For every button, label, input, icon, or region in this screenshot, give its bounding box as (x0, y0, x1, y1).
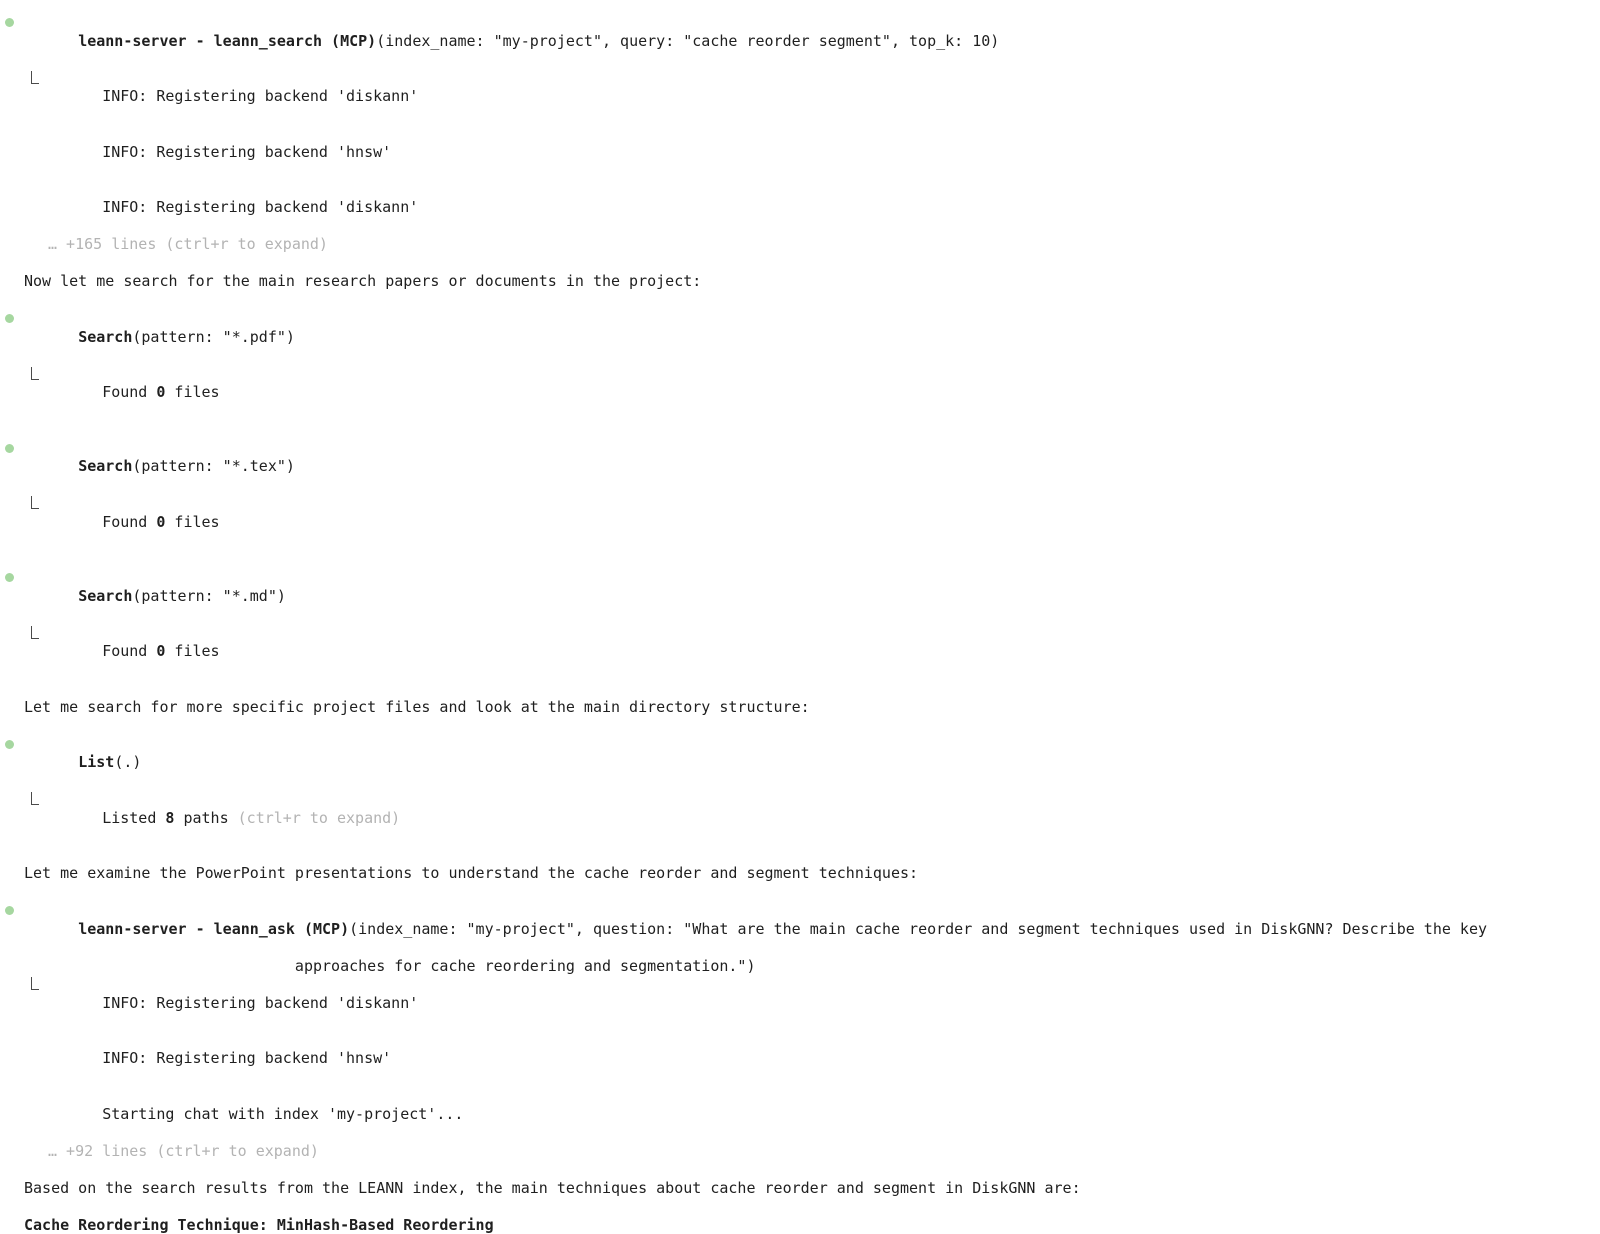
tool-status-icon (5, 740, 14, 749)
collapsed-lines-hint: … +92 lines (ctrl+r to expand) (0, 1142, 1600, 1161)
collapsed-lines-hint: … +165 lines (ctrl+r to expand) (0, 235, 1600, 254)
tool-status-icon (5, 573, 14, 582)
tool-call-title-line (0, 309, 1600, 365)
output-connector-icon (31, 496, 39, 509)
output-text: INFO: Registering backend 'diskann' (102, 87, 418, 105)
output-connector-icon (31, 792, 39, 805)
section-heading: Cache Reordering Technique: MinHash-Based Reordering (0, 1216, 1600, 1234)
tool-call-list (0, 735, 1600, 846)
tool-args: (index_name: "my-project", question: "What are the main cache reorder and segment techniques used in DiskGNN? Describe the key (349, 920, 1487, 938)
output-connector-icon (31, 367, 39, 380)
result-text: Found (102, 513, 156, 531)
tool-result-line (0, 624, 1600, 680)
output-connector-icon (31, 626, 39, 639)
result-text: paths (174, 809, 237, 827)
tool-status-icon (5, 444, 14, 453)
tool-call-search-tex (0, 439, 1600, 550)
result-count: 0 (156, 513, 165, 531)
tool-args: (pattern: "*.md") (132, 587, 286, 605)
tool-args: (pattern: "*.pdf") (132, 328, 295, 346)
tool-output-line (0, 180, 1600, 236)
result-text: Listed (102, 809, 165, 827)
tool-result-line (0, 790, 1600, 846)
result-count: 0 (156, 383, 165, 401)
tool-call-title-line (0, 901, 1600, 957)
output-text: INFO: Registering backend 'hnsw' (102, 1049, 391, 1067)
tool-call-title-line (0, 568, 1600, 624)
tool-call-leann-search (0, 13, 1600, 254)
tool-name: leann-server - leann_search (MCP) (78, 32, 376, 50)
output-text: INFO: Registering backend 'diskann' (102, 994, 418, 1012)
tool-name: Search (78, 328, 132, 346)
tool-result-line (0, 365, 1600, 421)
tool-call-leann-ask (0, 901, 1600, 1160)
output-text: Starting chat with index 'my-project'... (102, 1105, 463, 1123)
tool-output-line (0, 69, 1600, 125)
tool-result-line (0, 494, 1600, 550)
result-text: files (165, 513, 219, 531)
result-text: files (165, 642, 219, 660)
tool-status-icon (5, 314, 14, 323)
assistant-message: Let me examine the PowerPoint presentations to understand the cache reorder and segment techniques: (0, 864, 1600, 883)
result-text: Found (102, 383, 156, 401)
result-count: 8 (165, 809, 174, 827)
tool-name: List (78, 753, 114, 771)
expand-hint: (ctrl+r to expand) (238, 809, 401, 827)
output-text: INFO: Registering backend 'hnsw' (102, 143, 391, 161)
result-text: Found (102, 642, 156, 660)
tool-call-search-md (0, 568, 1600, 679)
tool-output-line (0, 975, 1600, 1031)
output-connector-icon (31, 977, 39, 990)
tool-name: Search (78, 457, 132, 475)
result-text: files (165, 383, 219, 401)
tool-name: leann-server - leann_ask (MCP) (78, 920, 349, 938)
tool-status-icon (5, 18, 14, 27)
output-connector-icon (31, 71, 39, 84)
tool-call-title-line (0, 13, 1600, 69)
assistant-message: Based on the search results from the LEANN index, the main techniques about cache reorder and segment in DiskGNN are: (0, 1179, 1600, 1198)
tool-args: (index_name: "my-project", query: "cache reorder segment", top_k: 10) (376, 32, 999, 50)
tool-call-title-line (0, 735, 1600, 791)
tool-args: (pattern: "*.tex") (132, 457, 295, 475)
tool-call-search-pdf (0, 309, 1600, 420)
tool-output-line (0, 1086, 1600, 1142)
tool-name: Search (78, 587, 132, 605)
tool-output-line (0, 124, 1600, 180)
result-count: 0 (156, 642, 165, 660)
tool-output-line (0, 1031, 1600, 1087)
tool-status-icon (5, 906, 14, 915)
assistant-message: Let me search for more specific project files and look at the main directory structure: (0, 698, 1600, 717)
assistant-message: Now let me search for the main research papers or documents in the project: (0, 272, 1600, 291)
tool-call-title-line (0, 439, 1600, 495)
tool-args: (.) (114, 753, 141, 771)
tool-args-continuation: approaches for cache reordering and segmentation.") (0, 957, 1600, 976)
output-text: INFO: Registering backend 'diskann' (102, 198, 418, 216)
